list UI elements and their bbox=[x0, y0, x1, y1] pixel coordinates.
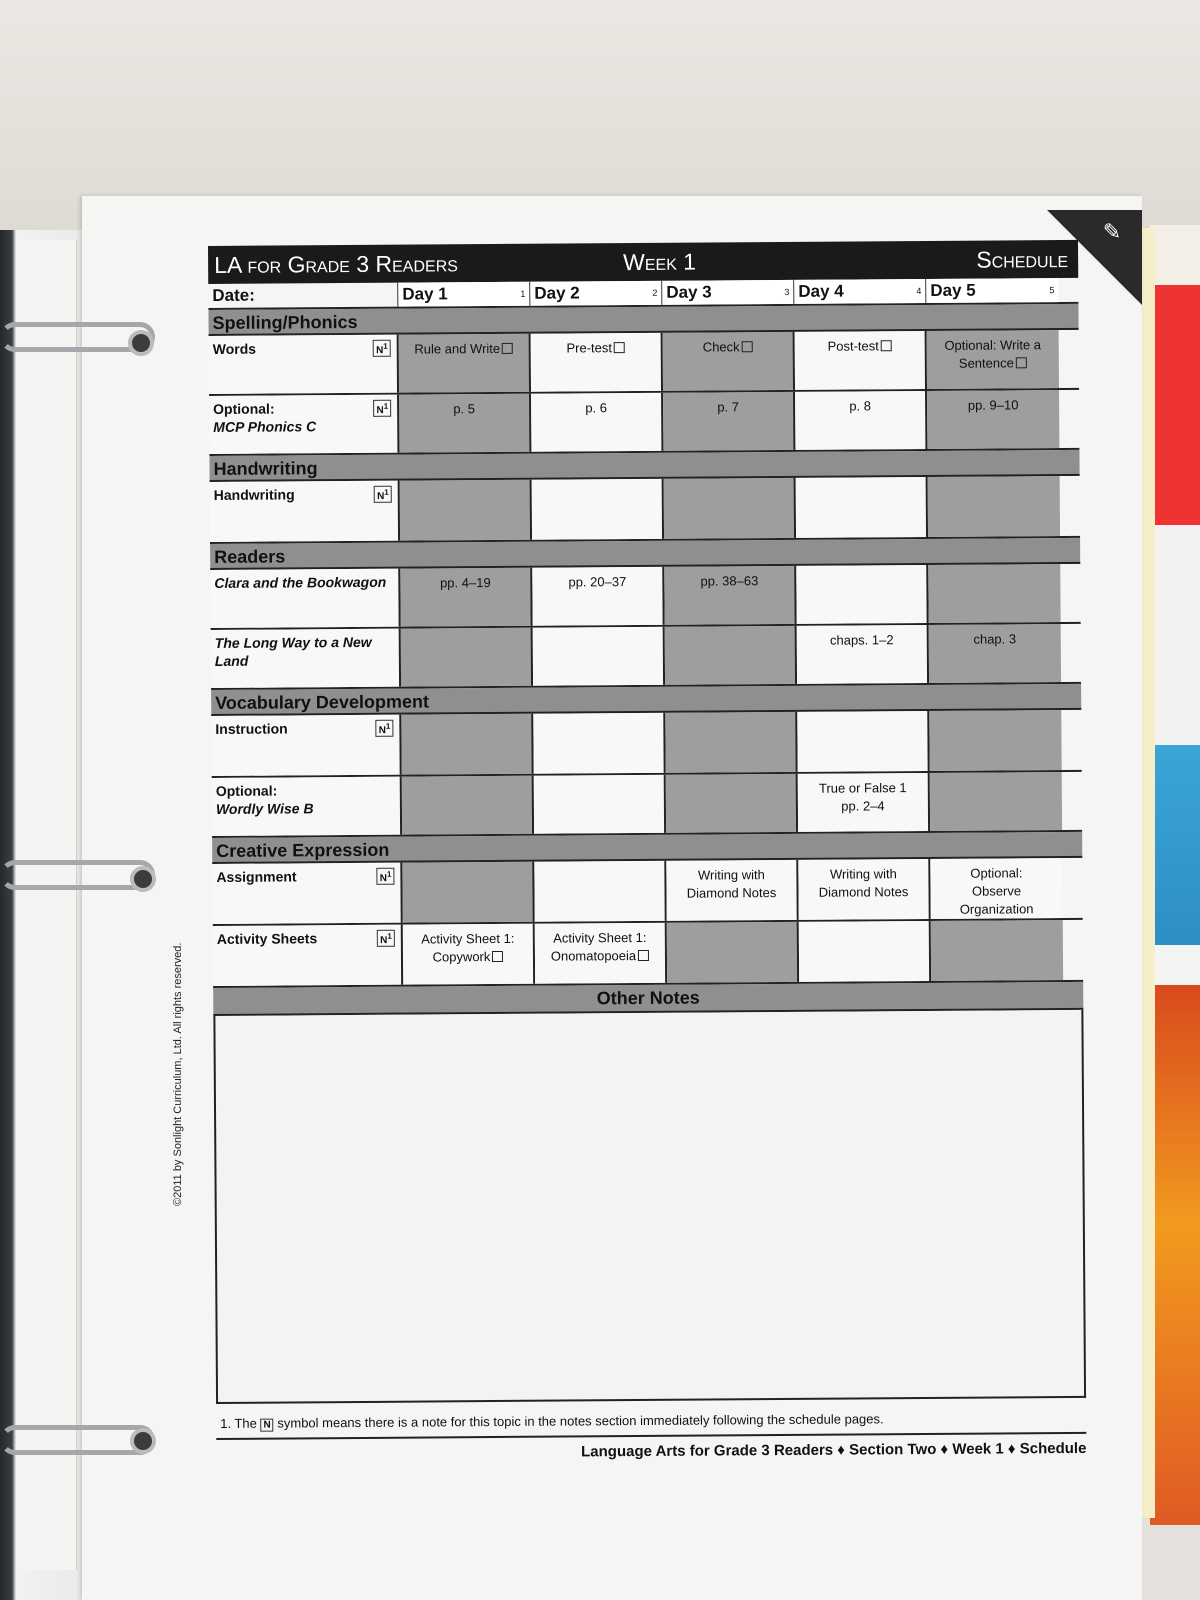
cell-handwriting-day2 bbox=[532, 479, 664, 540]
other-notes-area[interactable] bbox=[213, 1010, 1086, 1404]
row-label-assignment: Assignment $N^1$ bbox=[212, 863, 402, 924]
schedule-title: LA for Grade 3 Readers bbox=[214, 250, 458, 278]
divider-tabs bbox=[1150, 225, 1200, 1525]
cell-words-day2[interactable]: Pre-test bbox=[531, 333, 663, 392]
day-1-header[interactable]: Day 1 1 bbox=[398, 282, 530, 307]
note-icon: N bbox=[260, 1419, 273, 1432]
cell-wordly-day3 bbox=[666, 774, 798, 833]
section-vocabulary: Vocabulary Development bbox=[211, 684, 1081, 716]
week-title: Week 1 bbox=[623, 248, 697, 276]
cell-clara-day5 bbox=[928, 564, 1060, 623]
copyright-text: ©2011 by Sonlight Curriculum, Ltd. All rights reserved. bbox=[172, 942, 184, 1206]
cell-clara-day2: pp. 20–37 bbox=[532, 567, 664, 626]
row-label-words: Words $N^1$ bbox=[209, 335, 399, 394]
checkbox-icon[interactable] bbox=[492, 951, 503, 962]
cell-instruction-day3 bbox=[665, 712, 797, 773]
cell-assignment-day2 bbox=[534, 861, 666, 922]
cell-assignment-day5: Optional: Observe Organization bbox=[930, 858, 1062, 919]
schedule-label: Schedule bbox=[976, 245, 1069, 273]
note-icon: $N^1$ bbox=[374, 486, 392, 503]
other-notes-header: Other Notes bbox=[213, 982, 1083, 1016]
table-row bbox=[210, 476, 1080, 544]
schedule-sheet bbox=[208, 240, 1086, 1463]
day-5-header[interactable]: Day 5 5 bbox=[926, 278, 1058, 303]
cell-wordly-day4: True or False 1 pp. 2–4 bbox=[798, 773, 930, 832]
cell-phonics-day5: pp. 9–10 bbox=[927, 390, 1059, 449]
cell-wordly-day5 bbox=[930, 772, 1062, 831]
row-label-long-way: The Long Way to a New Land bbox=[211, 629, 401, 688]
day-4-header[interactable]: Day 4 4 bbox=[794, 279, 926, 304]
cell-handwriting-day1 bbox=[400, 480, 532, 541]
cell-words-day3[interactable]: Check bbox=[663, 332, 795, 391]
cell-instruction-day1 bbox=[401, 714, 533, 775]
cell-wordly-day2 bbox=[534, 775, 666, 834]
section-creative-expression: Creative Expression bbox=[212, 832, 1082, 864]
cell-words-day1[interactable]: Rule and Write bbox=[399, 334, 531, 393]
punch-hole bbox=[130, 866, 156, 892]
cell-activity-day4 bbox=[799, 921, 931, 982]
row-label-activity-sheets: Activity Sheets $N^1$ bbox=[213, 925, 403, 986]
table-row bbox=[213, 920, 1083, 988]
row-label-instruction: Instruction $N^1$ bbox=[211, 715, 401, 776]
cell-instruction-day2 bbox=[533, 713, 665, 774]
cell-phonics-day4: p. 8 bbox=[795, 391, 927, 450]
cell-wordly-day1 bbox=[402, 776, 534, 835]
cell-phonics-day3: p. 7 bbox=[663, 392, 795, 451]
table-row bbox=[209, 390, 1079, 456]
cell-longway-day5: chap. 3 bbox=[929, 624, 1061, 683]
checkbox-icon[interactable] bbox=[502, 343, 513, 354]
cell-instruction-day4 bbox=[797, 711, 929, 772]
checkbox-icon[interactable] bbox=[614, 342, 625, 353]
note-superscript: 1 bbox=[386, 869, 392, 879]
page-footer: Language Arts for Grade 3 Readers ♦ Section Two ♦ Week 1 ♦ Schedule bbox=[216, 1432, 1086, 1463]
cell-longway-day2 bbox=[533, 627, 665, 686]
footnote: 1. The N symbol means there is a note for this topic in the notes section immediately following the schedule pages. bbox=[220, 1411, 884, 1431]
pencil-note-icon: ✎ bbox=[1102, 219, 1122, 244]
left-page bbox=[16, 240, 77, 1570]
cell-longway-day1 bbox=[401, 628, 533, 687]
section-spelling-phonics: Spelling/Phonics bbox=[208, 304, 1078, 336]
cell-activity-day2[interactable]: Activity Sheet 1: Onomatopoeia bbox=[535, 923, 667, 984]
cell-longway-day4: chaps. 1–2 bbox=[797, 625, 929, 684]
section-handwriting: Handwriting bbox=[209, 450, 1079, 482]
cell-longway-day3 bbox=[665, 626, 797, 685]
table-row bbox=[211, 710, 1081, 778]
note-superscript: 1 bbox=[383, 401, 389, 411]
cell-activity-day1[interactable]: Activity Sheet 1: Copywork bbox=[403, 924, 535, 985]
note-icon: $N^1$ bbox=[376, 720, 394, 737]
cell-handwriting-day4 bbox=[796, 477, 928, 538]
day-3-header[interactable]: Day 3 3 bbox=[662, 280, 794, 305]
cell-phonics-day2: p. 6 bbox=[531, 393, 663, 452]
cell-handwriting-day3 bbox=[664, 478, 796, 539]
row-label-wordly-wise: Optional: Wordly Wise B bbox=[212, 777, 402, 836]
row-label-clara: Clara and the Bookwagon bbox=[210, 569, 400, 628]
cell-activity-day3 bbox=[667, 922, 799, 983]
date-label: Date: bbox=[208, 283, 398, 308]
title-bar bbox=[208, 240, 1078, 284]
note-superscript: 1 bbox=[384, 487, 389, 497]
row-label-mcp-phonics: Optional: MCP Phonics C $N^1$ bbox=[209, 395, 399, 454]
note-superscript: 1 bbox=[387, 931, 392, 941]
cell-words-day5[interactable]: Optional: Write a Sentence bbox=[927, 330, 1059, 389]
cell-assignment-day4: Writing with Diamond Notes bbox=[798, 859, 930, 920]
table-row bbox=[210, 564, 1080, 630]
checkbox-icon[interactable] bbox=[881, 340, 892, 351]
cell-phonics-day1: p. 5 bbox=[399, 394, 531, 453]
punch-hole bbox=[128, 330, 154, 356]
note-icon: $N^1$ bbox=[377, 930, 395, 947]
cell-assignment-day3: Writing with Diamond Notes bbox=[666, 860, 798, 921]
row-label-handwriting: Handwriting $N^1$ bbox=[210, 481, 400, 542]
checkbox-icon[interactable] bbox=[1016, 357, 1027, 368]
note-superscript: 1 bbox=[385, 721, 391, 731]
cell-handwriting-day5 bbox=[928, 476, 1060, 537]
punch-hole bbox=[130, 1428, 156, 1454]
note-icon: $N^1$ bbox=[373, 340, 391, 357]
section-readers: Readers bbox=[210, 538, 1080, 570]
note-icon: $N^1$ bbox=[373, 400, 391, 417]
table-row bbox=[209, 330, 1079, 396]
table-row bbox=[212, 772, 1082, 838]
table-row bbox=[212, 858, 1082, 926]
cell-assignment-day1 bbox=[402, 862, 534, 923]
cell-clara-day1: pp. 4–19 bbox=[400, 568, 532, 627]
cell-clara-day4 bbox=[796, 565, 928, 624]
note-icon: $N^1$ bbox=[377, 868, 395, 885]
cell-activity-day5 bbox=[931, 920, 1063, 981]
day-2-header[interactable]: Day 2 2 bbox=[530, 281, 662, 306]
cell-words-day4[interactable]: Post-test bbox=[795, 331, 927, 390]
note-superscript: 1 bbox=[383, 341, 388, 351]
table-row bbox=[211, 624, 1081, 690]
cell-clara-day3: pp. 38–63 bbox=[664, 566, 796, 625]
cell-instruction-day5 bbox=[929, 710, 1061, 771]
checkbox-icon[interactable] bbox=[742, 341, 753, 352]
checkbox-icon[interactable] bbox=[638, 950, 649, 961]
